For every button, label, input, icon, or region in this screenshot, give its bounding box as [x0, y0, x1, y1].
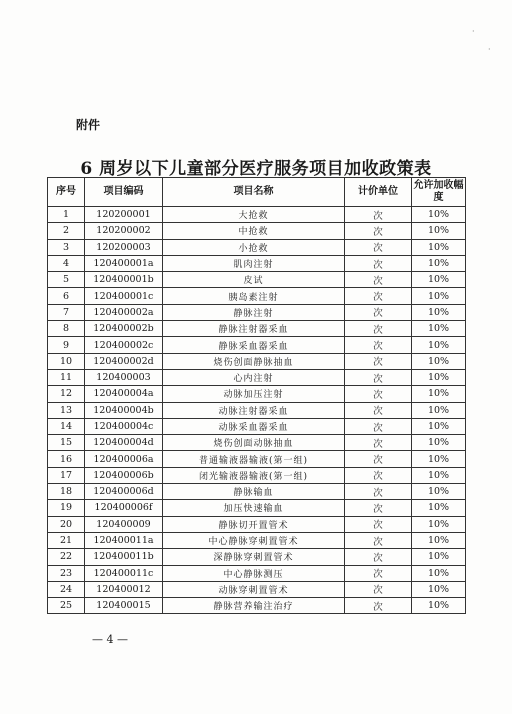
- cell-index: 19: [48, 500, 85, 516]
- cell-code: 120200003: [85, 239, 163, 255]
- cell-code: 120400006a: [85, 451, 163, 467]
- cell-index: 11: [48, 369, 85, 385]
- cell-markup: 10%: [412, 549, 466, 565]
- cell-code: 120400002a: [85, 304, 163, 320]
- scan-speck: ·: [472, 27, 475, 36]
- scan-speck: ·: [488, 45, 491, 54]
- cell-name: 烧伤创面静脉抽血: [163, 353, 345, 369]
- cell-code: 120400004d: [85, 435, 163, 451]
- cell-name: 肌肉注射: [163, 255, 345, 271]
- cell-index: 21: [48, 532, 85, 548]
- cell-code: 120400012: [85, 581, 163, 597]
- cell-index: 20: [48, 516, 85, 532]
- table-row: [48, 239, 466, 255]
- cell-unit: 次: [345, 451, 412, 467]
- header-code: 项目编码: [85, 178, 163, 207]
- cell-index: 5: [48, 272, 85, 288]
- cell-unit: 次: [345, 353, 412, 369]
- cell-index: 1: [48, 207, 85, 223]
- table-row: [48, 321, 466, 337]
- table-row: [48, 435, 466, 451]
- cell-unit: 次: [345, 598, 412, 614]
- header-index: 序号: [48, 178, 85, 207]
- cell-name: 心内注射: [163, 369, 345, 385]
- table-row: [48, 516, 466, 532]
- table-row: [48, 598, 466, 614]
- table-row: [48, 288, 466, 304]
- cell-name: 小抢救: [163, 239, 345, 255]
- cell-markup: 10%: [412, 484, 466, 500]
- cell-code: 120400011b: [85, 549, 163, 565]
- cell-markup: 10%: [412, 565, 466, 581]
- table-row: [48, 304, 466, 320]
- cell-markup: 10%: [412, 435, 466, 451]
- cell-unit: 次: [345, 402, 412, 418]
- header-markup: 允许加收幅度: [412, 178, 466, 207]
- cell-name: 静脉注射: [163, 304, 345, 320]
- cell-unit: 次: [345, 386, 412, 402]
- cell-index: 24: [48, 581, 85, 597]
- cell-markup: 10%: [412, 598, 466, 614]
- cell-unit: 次: [345, 500, 412, 516]
- table-row: [48, 565, 466, 581]
- cell-markup: 10%: [412, 321, 466, 337]
- cell-name: 烧伤创面动脉抽血: [163, 435, 345, 451]
- cell-name: 动脉加压注射: [163, 386, 345, 402]
- cell-unit: 次: [345, 516, 412, 532]
- cell-unit: 次: [345, 467, 412, 483]
- table-body: [48, 207, 466, 614]
- cell-name: 闭光输液器输液(第一组): [163, 467, 345, 483]
- cell-markup: 10%: [412, 272, 466, 288]
- cell-index: 4: [48, 255, 85, 271]
- attachment-label: 附件: [76, 118, 101, 132]
- cell-markup: 10%: [412, 418, 466, 434]
- cell-code: 120400004a: [85, 386, 163, 402]
- cell-name: 静脉注射器采血: [163, 321, 345, 337]
- cell-index: 25: [48, 598, 85, 614]
- cell-name: 中心静脉测压: [163, 565, 345, 581]
- cell-code: 120400015: [85, 598, 163, 614]
- cell-index: 12: [48, 386, 85, 402]
- cell-index: 16: [48, 451, 85, 467]
- cell-markup: 10%: [412, 386, 466, 402]
- policy-table: [47, 177, 466, 614]
- cell-code: 120400006f: [85, 500, 163, 516]
- cell-markup: 10%: [412, 500, 466, 516]
- cell-code: 120200001: [85, 207, 163, 223]
- cell-name: 普通输液器输液(第一组): [163, 451, 345, 467]
- table-row: [48, 418, 466, 434]
- cell-code: 120400003: [85, 369, 163, 385]
- cell-markup: 10%: [412, 223, 466, 239]
- cell-name: 动脉采血器采血: [163, 418, 345, 434]
- cell-unit: 次: [345, 207, 412, 223]
- cell-index: 2: [48, 223, 85, 239]
- table-row: [48, 484, 466, 500]
- table-row: [48, 581, 466, 597]
- cell-markup: 10%: [412, 467, 466, 483]
- cell-index: 9: [48, 337, 85, 353]
- cell-code: 120400004c: [85, 418, 163, 434]
- table-row: [48, 467, 466, 483]
- cell-name: 胰岛素注射: [163, 288, 345, 304]
- table-row: [48, 369, 466, 385]
- cell-index: 13: [48, 402, 85, 418]
- cell-code: 120400004b: [85, 402, 163, 418]
- cell-markup: 10%: [412, 207, 466, 223]
- cell-name: 皮试: [163, 272, 345, 288]
- cell-unit: 次: [345, 239, 412, 255]
- cell-index: 15: [48, 435, 85, 451]
- table-row: [48, 532, 466, 548]
- cell-unit: 次: [345, 565, 412, 581]
- cell-unit: 次: [345, 337, 412, 353]
- cell-name: 静脉营养输注治疗: [163, 598, 345, 614]
- cell-code: 120400011a: [85, 532, 163, 548]
- cell-code: 120400009: [85, 516, 163, 532]
- cell-name: 动脉穿刺置管术: [163, 581, 345, 597]
- cell-markup: 10%: [412, 255, 466, 271]
- cell-name: 中心静脉穿刺置管术: [163, 532, 345, 548]
- cell-index: 14: [48, 418, 85, 434]
- cell-name: 大抢救: [163, 207, 345, 223]
- cell-index: 22: [48, 549, 85, 565]
- cell-name: 静脉切开置管术: [163, 516, 345, 532]
- page-number: — 4 —: [92, 633, 128, 646]
- table-row: [48, 337, 466, 353]
- table-row: [48, 272, 466, 288]
- table-row: [48, 255, 466, 271]
- cell-name: 静脉输血: [163, 484, 345, 500]
- cell-markup: 10%: [412, 369, 466, 385]
- cell-markup: 10%: [412, 239, 466, 255]
- cell-code: 120400006b: [85, 467, 163, 483]
- cell-unit: 次: [345, 435, 412, 451]
- table-row: [48, 386, 466, 402]
- cell-code: 120400002d: [85, 353, 163, 369]
- cell-index: 3: [48, 239, 85, 255]
- cell-code: 120400011c: [85, 565, 163, 581]
- table-row: [48, 223, 466, 239]
- table-row: [48, 207, 466, 223]
- cell-markup: 10%: [412, 581, 466, 597]
- table-row: [48, 500, 466, 516]
- cell-code: 120400006d: [85, 484, 163, 500]
- cell-unit: 次: [345, 223, 412, 239]
- cell-markup: 10%: [412, 451, 466, 467]
- cell-name: 加压快速输血: [163, 500, 345, 516]
- cell-name: 静脉采血器采血: [163, 337, 345, 353]
- cell-markup: 10%: [412, 288, 466, 304]
- cell-unit: 次: [345, 532, 412, 548]
- cell-index: 7: [48, 304, 85, 320]
- cell-index: 23: [48, 565, 85, 581]
- cell-unit: 次: [345, 418, 412, 434]
- table-header-row: [48, 178, 466, 207]
- table-row: [48, 402, 466, 418]
- header-name: 项目名称: [163, 178, 345, 207]
- cell-code: 120400001a: [85, 255, 163, 271]
- cell-name: 中抢救: [163, 223, 345, 239]
- cell-unit: 次: [345, 549, 412, 565]
- cell-markup: 10%: [412, 337, 466, 353]
- cell-index: 18: [48, 484, 85, 500]
- cell-markup: 10%: [412, 402, 466, 418]
- cell-markup: 10%: [412, 516, 466, 532]
- table-row: [48, 353, 466, 369]
- cell-code: 120400002c: [85, 337, 163, 353]
- cell-code: 120400001c: [85, 288, 163, 304]
- cell-unit: 次: [345, 581, 412, 597]
- header-unit: 计价单位: [345, 178, 412, 207]
- cell-name: 动脉注射器采血: [163, 402, 345, 418]
- cell-index: 10: [48, 353, 85, 369]
- cell-unit: 次: [345, 288, 412, 304]
- cell-code: 120200002: [85, 223, 163, 239]
- cell-code: 120400002b: [85, 321, 163, 337]
- cell-markup: 10%: [412, 353, 466, 369]
- cell-markup: 10%: [412, 304, 466, 320]
- cell-code: 120400001b: [85, 272, 163, 288]
- cell-unit: 次: [345, 321, 412, 337]
- page-title: 6 周岁以下儿童部分医疗服务项目加收政策表: [80, 159, 432, 179]
- table-row: [48, 549, 466, 565]
- cell-unit: 次: [345, 484, 412, 500]
- cell-unit: 次: [345, 304, 412, 320]
- cell-markup: 10%: [412, 532, 466, 548]
- cell-unit: 次: [345, 369, 412, 385]
- cell-index: 8: [48, 321, 85, 337]
- cell-index: 17: [48, 467, 85, 483]
- cell-unit: 次: [345, 255, 412, 271]
- cell-name: 深静脉穿刺置管术: [163, 549, 345, 565]
- table-row: [48, 451, 466, 467]
- cell-index: 6: [48, 288, 85, 304]
- cell-unit: 次: [345, 272, 412, 288]
